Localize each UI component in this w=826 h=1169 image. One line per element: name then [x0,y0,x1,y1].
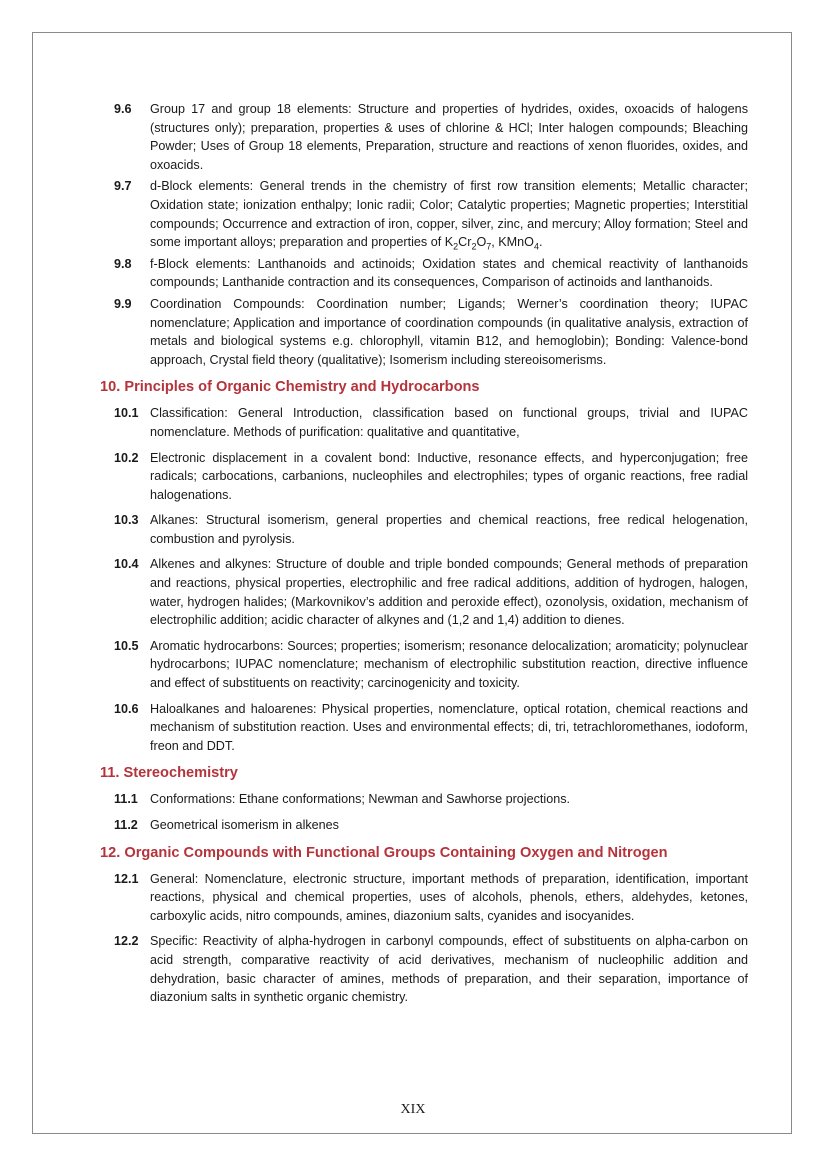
item-text: f-Block elements: Lanthanoids and actinoids; Oxidation states and chemical reactivity of lanthanoids compounds; Lanthanide contraction and its consequences, Comparison of actinoids and lanthanoids. [150,256,748,290]
page-number: XIX [400,1102,426,1117]
list-item [100,100,748,174]
item-number: 12.2 [114,934,139,949]
list-item [100,870,748,926]
item-text: Group 17 and group 18 elements: Structure and properties of hydrides, oxides, oxoacids of halogens (structures only); preparation, properties & uses of chlorine & HCl; Inter halogen compounds; Bleaching Powder; Uses of Group 18 elements, Preparation, structure and reactions of xenon fluorides, oxides, and oxoacids. [150,102,748,172]
item-text: Conformations: Ethane conformations; Newman and Sawhorse projections. [150,792,571,807]
list-item [100,404,748,441]
item-text: Coordination Compounds: Coordination number; Ligands; Werner’s coordination theory; IUPAC nomenclature; Application and importance of coordination compounds (in qualitative analysis, extraction of metals and biological systems e.g. chlorophyll, vitamin B12, and hemoglobin); Bonding: Valence-bond approach, Crystal field theory (qualitative); Isomerism including stereoisomerisms. [150,296,748,367]
list-item [100,816,748,835]
item-number: 10.1 [114,406,139,421]
formula-permanganate: KMnO$_4$ [498,235,539,252]
formula-dichromate: $K_2Cr_2O_7$ [444,235,492,252]
section-heading: 11. Stereochemistry [100,765,238,782]
item-number: 10.5 [114,638,139,653]
syllabus-content [100,100,748,1007]
section-heading: 10. Principles of Organic Chemistry and Hydrocarbons [100,379,480,396]
item-text: Specific: Reactivity of alpha-hydrogen in carbonyl compounds, effect of substituents on alpha-carbon on acid strength, comparative reactivity of acid derivatives, mechanism of nucleophilic addition and dehydration, basic character of amines, methods of preparation, and their separation, importance of diazonium salts in synthetic organic chemistry. [150,934,748,1005]
list-item [100,511,748,548]
item-number: 10.4 [114,557,139,572]
list-item [100,700,748,756]
list-item [100,177,748,251]
item-text: Alkenes and alkynes: Structure of double and triple bonded compounds; General methods of preparation and reactions, physical properties, electrophilic and free radical additions, addition of hydrogen, halogen, water, hydrogen halides; (Markovnikov’s addition and peroxide effect), ozonolysis, oxidation, mechanism of electrophilic addition; acidic character of alkynes and (1,2 and 1,4) addition to dienes. [150,557,748,628]
item-text: Electronic displacement in a covalent bond: Inductive, resonance effects, and hyperconjugation; free radicals; carbocations, carbanions, nucleophiles and electrophiles; types of organic reactions, free radial halogenations. [150,450,748,502]
item-text: d-Block elements: General trends in the chemistry of first row transition elements; Metallic character; Oxidation state; ionization enthalpy; Ionic radii; Color; Catalytic properties; Magnetic properties; Interstitial compounds; Occurrence and extraction of iron, copper, silver, zinc, and mercury; Alloy formation; Steel and some important alloys; preparation and properties of $K_2Cr_2O_7$, KMnO$_4$. [150,179,748,252]
list-item [100,790,748,809]
item-number: 9.6 [114,102,132,116]
item-text: Haloalkanes and haloarenes: Physical properties, nomenclature, optical rotation, chemical reactions and mechanism of substitution reaction. Uses and environmental effects; di, tri, tetrachloromethanes, iodoform, freon and DDT. [150,701,748,753]
section-heading: 12. Organic Compounds with Functional Groups Containing Oxygen and Nitrogen [100,844,668,861]
item-number: 9.9 [114,296,132,311]
list-item [100,637,748,693]
list-item [100,932,748,1006]
item-number: 10.6 [114,701,139,716]
list-item [100,555,748,629]
item-text: General: Nomenclature, electronic structure, important methods of preparation, identification, important reactions, physical and chemical properties, uses of alcohols, phenols, ethers, aldehydes, ketones, carboxylic acids, nitro compounds, amines, diazonium salts, cyanides and isocyanides. [150,871,748,923]
item-number: 9.7 [114,179,132,194]
item-text: Aromatic hydrocarbons: Sources; properties; isomerism; resonance delocalization; aromaticity; polynuclear hydrocarbons; IUPAC nomenclature; mechanism of electrophilic substitution reaction, directive influence and effect of substituents on reactivity; carcinogenicity and toxicity. [150,638,748,691]
item-number: 9.8 [114,256,132,271]
item-text: Geometrical isomerism in alkenes [150,818,339,832]
item-number: 10.2 [114,450,139,465]
item-text: Classification: General Introduction, classification based on functional groups, trivial and IUPAC nomenclature. Methods of purification: qualitative and quantitative, [150,406,748,439]
item-number: 11.2 [114,818,138,832]
list-item [100,449,748,505]
item-text: Alkanes: Structural isomerism, general properties and chemical reactions, free redical helogenation, combustion and pyrolysis. [150,513,748,546]
list-item [100,295,748,369]
item-number: 10.3 [114,513,139,528]
list-item [100,255,748,292]
item-number: 12.1 [114,871,139,886]
item-number: 11.1 [114,792,138,807]
item-text-main: d-Block elements: General trends in the chemistry of first row transition elements; Metallic character; Oxidation state; ionization enthalpy; Ionic radii; Color; Catalytic properties; Magnetic properties; Interstitial compounds; Occurrence and extraction of iron, copper, silver, zinc, and mercury; Alloy formation; Steel and some important alloys; preparation and properties of [150,179,748,250]
